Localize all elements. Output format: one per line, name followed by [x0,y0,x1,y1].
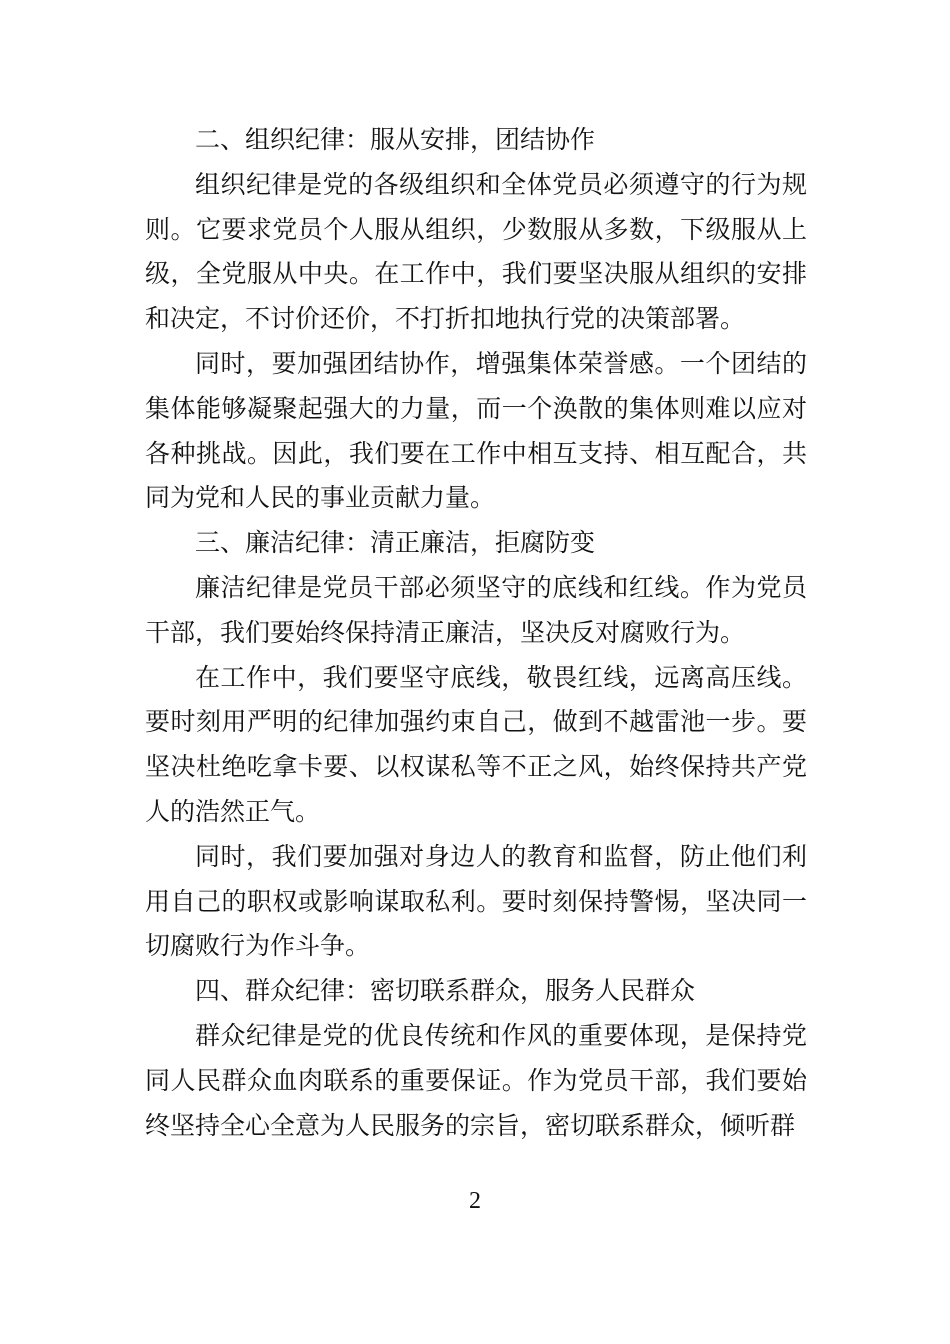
section-heading-mass-discipline: 四、群众纪律：密切联系群众，服务人民群众 [195,976,696,1006]
paragraph: 在工作中，我们要坚守底线，敬畏红线，远离高压线。要时刻用严明的纪律加强约束自己，做到不越雷池一步。要坚决杜绝吃拿卡要、以权谋私等不正之风，始终保持共产党人的浩然正气。 [145,662,807,826]
document-body [145,118,807,1148]
paragraph: 组织纪律是党的各级组织和全体党员必须遵守的行为规则。它要求党员个人服从组织，少数服从多数，下级服从上级，全党服从中央。在工作中，我们要坚决服从组织的安排和决定，不讨价还价，不打折扣地执行党的决策部署。 [145,169,807,334]
page-number: 2 [469,1188,481,1214]
section-heading-organizational-discipline: 二、组织纪律：服从安排，团结协作 [195,125,596,154]
section-heading-integrity-discipline: 三、廉洁纪律：清正廉洁，拒腐防变 [195,528,596,558]
paragraph: 群众纪律是党的优良传统和作风的重要体现，是保持党同人民群众血肉联系的重要保证。作为党员干部，我们要始终坚持全心全意为人民服务的宗旨，密切联系群众，倾听群 [145,1020,807,1140]
paragraph: 廉洁纪律是党员干部必须坚守的底线和红线。作为党员干部，我们要始终保持清正廉洁，坚决反对腐败行为。 [145,572,807,647]
paragraph: 同时，我们要加强对身边人的教育和监督，防止他们利用自己的职权或影响谋取私利。要时刻保持警惕，坚决同一切腐败行为作斗争。 [145,841,807,961]
paragraph: 同时，要加强团结协作，增强集体荣誉感。一个团结的集体能够凝聚起强大的力量，而一个涣散的集体则难以应对各种挑战。因此，我们要在工作中相互支持、相互配合，共同为党和人民的事业贡献力量。 [145,348,807,513]
